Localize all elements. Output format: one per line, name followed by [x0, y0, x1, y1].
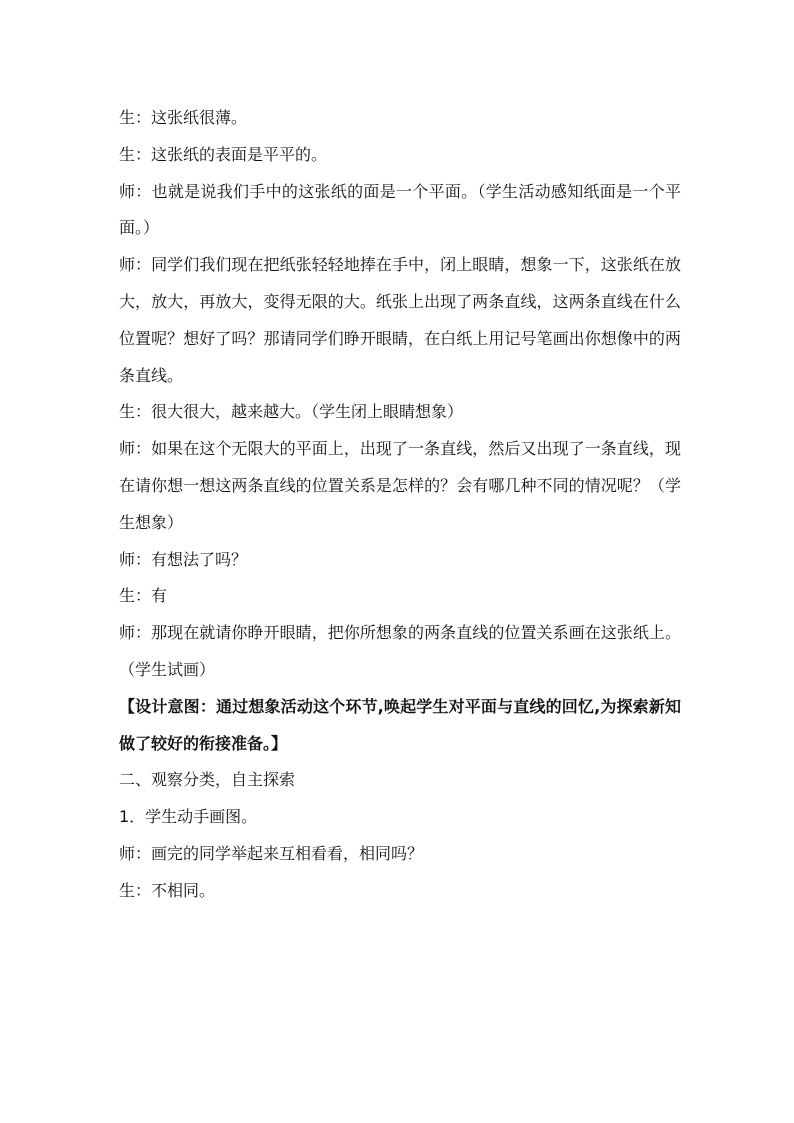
paragraph-9: 师：那现在就请你睁开眼睛，把你所想象的两条直线的位置关系画在这张纸上。（学生试画）: [119, 623, 681, 679]
design-intent-note: 【设计意图：通过想象活动这个环节,唤起学生对平面与直线的回忆,为探索新知做了较好的衔接准备。】: [119, 696, 681, 753]
paragraph-2: 生：这张纸的表面是平平的。: [119, 144, 328, 164]
document-body: [119, 100, 681, 910]
paragraph-12: 1．学生动手画图。: [119, 807, 258, 827]
paragraph-14: 生：不相同。: [119, 880, 216, 900]
paragraph-4: 师：同学们我们现在把纸张轻轻地捧在手中，闭上眼睛，想象一下，这张纸在放大，放大，再放大，变得无限的大。纸张上出现了两条直线，这两条直线在什么位置呢？想好了吗？那请同学们睁开眼睛，在白纸上用记号笔画出你想像中的两条直线。: [119, 255, 681, 385]
paragraph-13: 师：画完的同学举起来互相看看，相同吗？: [119, 843, 424, 863]
paragraph-8: 生：有: [119, 586, 168, 606]
paragraph-1: 生：这张纸很薄。: [119, 108, 248, 127]
paragraph-6: 师：如果在这个无限大的平面上，出现了一条直线，然后又出现了一条直线，现在请你想一想这两条直线的位置关系是怎样的？会有哪几种不同的情况呢？（学生想象）: [119, 439, 681, 532]
paragraph-3: 师：也就是说我们手中的这张纸的面是一个平面。（学生活动感知纸面是一个平面。）: [119, 181, 681, 238]
paragraph-5: 生：很大很大，越来越大。（学生闭上眼睛想象）: [119, 402, 464, 422]
paragraph-7: 师：有想法了吗？: [119, 549, 248, 569]
section-heading: 二、观察分类，自主探索: [119, 770, 296, 790]
